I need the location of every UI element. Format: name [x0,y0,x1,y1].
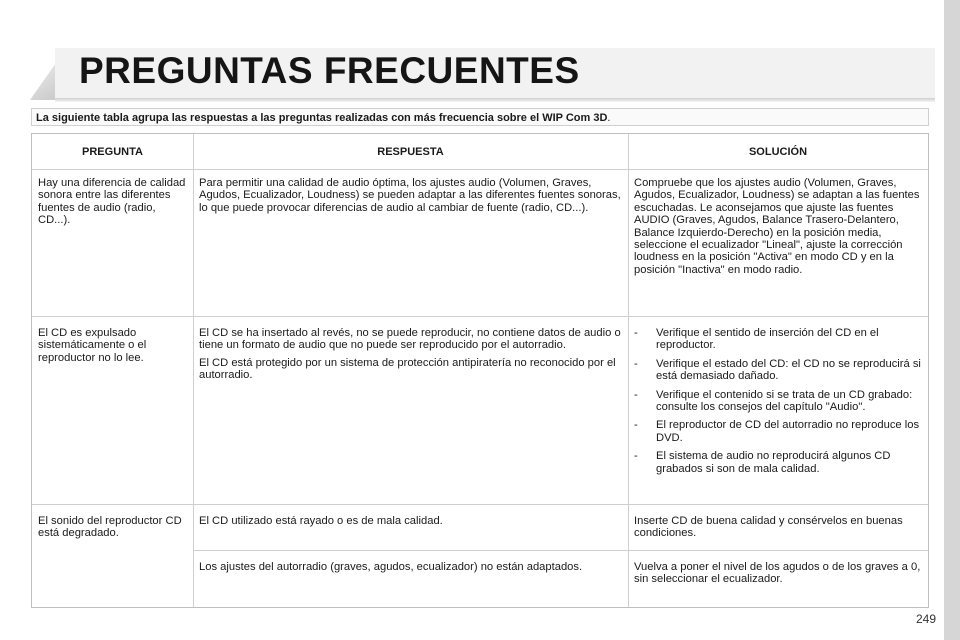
answer-paragraph: Para permitir una calidad de audio óptima, los ajustes audio (Volumen, Graves, Agudos, Ecualizador, Loudness) se pueden adaptar a las diferentes fuentes sonoras, lo que puede provocar diferencias de audio al cambiar de fuente (radio, CD...). [199,177,621,214]
answer-paragraph: Los ajustes del autorradio (graves, agudos, ecualizador) no están adaptados. [199,561,583,573]
page-edge-bar [944,0,960,640]
row-4-answer [193,554,628,578]
solution-bullet: - Verifique el contenido si se trata de un CD grabado: consulte los consejos del capítulo "Audio". [634,388,913,414]
solution-paragraph: Compruebe que los ajustes audio (Volumen, Graves, Agudos, Ecualizador, Loudness) se adaptan a las fuentes escuchadas. Le aconsejamos que ajuste las fuentes AUDIO (Graves, Agudos, Balance Trasero-Delantero, Balance Izquierdo-Derecho) en la posición media, seleccione el ecualizador "Lineal", ajuste la corrección loudness en la posición "Activa" en modo CD y en la posición "Inactiva" en modo radio. [634,177,920,276]
header-solution: SOLUCIÓN [628,134,928,170]
row-2-answer [193,320,628,387]
row-3-question: El sonido del reproductor CD está degradado. [38,515,182,540]
intro-lead: La siguiente tabla agrupa las respuestas a las preguntas realizadas con más frecuencia sobre el WIP Com 3D [36,112,608,124]
answer-paragraph: El CD utilizado está rayado o es de mala calidad. [199,515,443,527]
row-3-solution [628,508,928,545]
solution-paragraph: Vuelva a poner el nivel de los agudos o de los graves a 0, sin seleccionar el ecualizador. [634,561,921,586]
faq-table [31,133,929,608]
row-3-answer [193,508,628,532]
answer-paragraph: El CD está protegido por un sistema de protección antipiratería no reconocido por el autorradio. [199,356,616,382]
solution-paragraph: Inserte CD de buena calidad y consérvelos en buenas condiciones. [634,515,903,540]
solution-bullet: - El sistema de audio no reproducirá algunos CD grabados si son de mala calidad. [634,450,891,475]
row-4-solution [628,554,928,591]
page-title: PREGUNTAS FRECUENTES [79,50,580,91]
intro-text [31,108,929,126]
row-2-solution [628,320,928,481]
header-question: PREGUNTA [32,134,193,170]
row-1-solution [628,170,928,281]
row-1-question: Hay una diferencia de calidad sonora entre las diferentes fuentes de audio (radio, CD...). [38,177,186,227]
solution-bullet: - Verifique el sentido de inserción del CD en el reproductor. [634,327,879,352]
row-divider [32,316,928,317]
header-answer: RESPUESTA [193,134,628,170]
row-divider [32,504,928,505]
solution-bullet: - Verifique el estado del CD: el CD no se reproducirá si está demasiado dañado. [634,357,921,383]
answer-paragraph: El CD se ha insertado al revés, no se puede reproducir, no contiene datos de audio o tiene un formato de audio que no puede ser reproducido por el autorradio. [199,327,621,352]
row-divider [193,550,928,551]
header-shadow [55,98,935,102]
row-1-answer [193,170,628,219]
intro-end: . [607,112,611,124]
row-2-question: El CD es expulsado sistemáticamente o el reproductor no lo lee. [38,327,147,364]
page-number: 249 [915,612,936,626]
solution-bullet: - El reproductor de CD del autorradio no reproduce los DVD. [634,419,920,444]
